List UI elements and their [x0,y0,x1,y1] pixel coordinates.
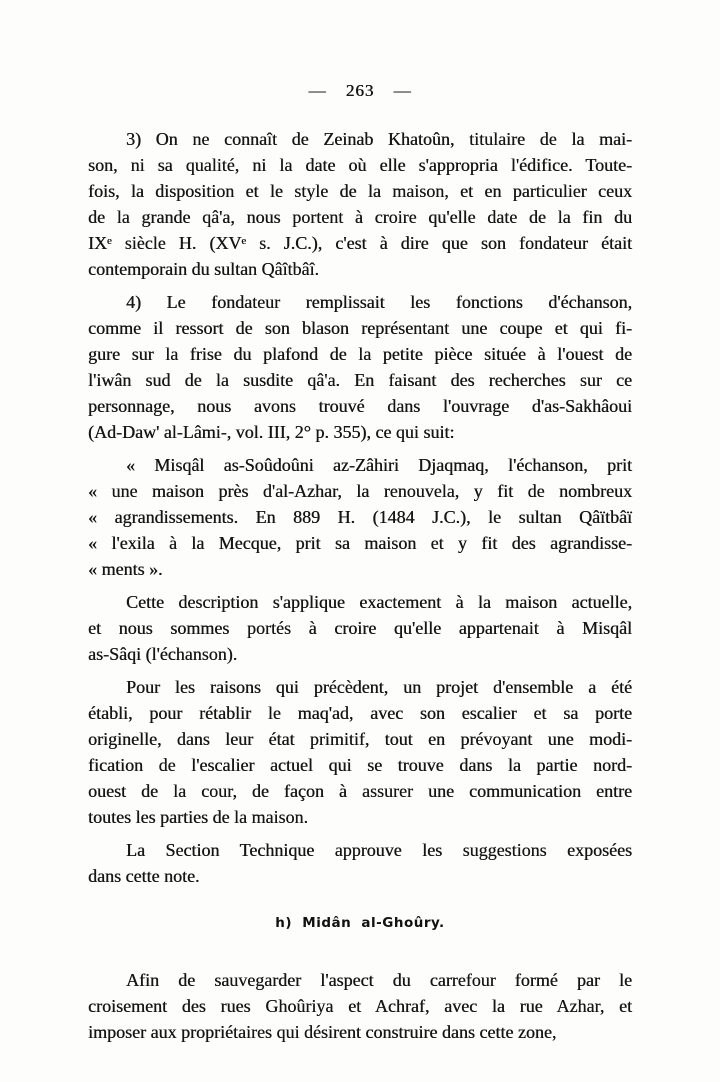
text-line: ouest de la cour, de façon à assurer une communication entre [88,781,632,801]
text-block [88,126,632,1045]
text-line: IXᵉ siècle H. (XVᵉ s. J.C.), c'est à dire que son fondateur était [88,233,632,253]
text-line: La Section Technique approuve les suggestions exposées [126,840,632,860]
text-line: « agrandissements. En 889 H. (1484 J.C.), le sultan Qâïtbâï [88,507,632,527]
text-line: croisement des rues Ghoûriya et Achraf, avec la rue Azhar, et [88,996,632,1016]
text-line: originelle, dans leur état primitif, tout en prévoyant une modi- [88,729,632,749]
text-line: 4) Le fondateur remplissait les fonctions d'échanson, [126,292,632,312]
text-line: Afin de sauvegarder l'aspect du carrefour formé par le [126,970,632,990]
text-line: établi, pour rétablir le maq'ad, avec son escalier et sa porte [88,703,632,723]
text-line: « l'exila à la Mecque, prit sa maison et y fit des agrandisse- [88,533,632,553]
text-line: son, ni sa qualité, ni la date où elle s'appropria l'édifice. Toute- [88,155,632,175]
text-line: gure sur la frise du plafond de la petite pièce située à l'ouest de [88,344,632,364]
text-line: l'iwân sud de la susdite qâ'a. En faisant des recherches sur ce [88,370,632,390]
text-line: « Misqâl as-Soûdoûni az-Zâhiri Djaqmaq, l'échanson, prit [126,455,632,475]
paragraph [88,589,632,667]
text-line: comme il ressort de son blason représentant une coupe et qui fi- [88,318,632,338]
paragraph [88,289,632,445]
text-line: as-Sâqi (l'échanson). [88,644,238,664]
text-line: toutes les parties de la maison. [88,807,308,827]
paragraph [88,837,632,889]
text-line: (Ad-Daw' al-Lâmi-, vol. III, 2° p. 355), ce qui suit: [88,422,455,442]
text-line: Cette description s'applique exactement à la maison actuelle, [126,592,632,612]
text-line: 3) On ne connaît de Zeinab Khatoûn, titulaire de la mai- [126,129,632,149]
paragraph [88,126,632,282]
page-number: — 263 — [308,81,412,100]
text-line: dans cette note. [88,866,200,886]
text-line: « ments ». [88,559,163,579]
text-line: Pour les raisons qui précèdent, un projet d'ensemble a été [126,677,632,697]
text-line: personnage, nous avons trouvé dans l'ouvrage d'as-Sakhâoui [88,396,632,416]
text-line: de la grande qâ'a, nous portent à croire qu'elle date de la fin du [88,207,632,227]
text-line: fication de l'escalier actuel qui se trouve dans la partie nord- [88,755,632,775]
text-line: fois, la disposition et le style de la maison, et en particulier ceux [88,181,632,201]
text-line: et nous sommes portés à croire qu'elle appartenait à Misqâl [88,618,632,638]
quote-paragraph [88,452,632,582]
paragraph [88,967,632,1045]
section-heading: h) Midân al-Ghoûry. [275,915,445,931]
text-line: « une maison près d'al-Azhar, la renouvela, y fit de nombreux [88,481,632,501]
text-line: contemporain du sultan Qâîtbâî. [88,259,319,279]
text-line: imposer aux propriétaires qui désirent construire dans cette zone, [88,1022,557,1042]
paragraph [88,674,632,830]
